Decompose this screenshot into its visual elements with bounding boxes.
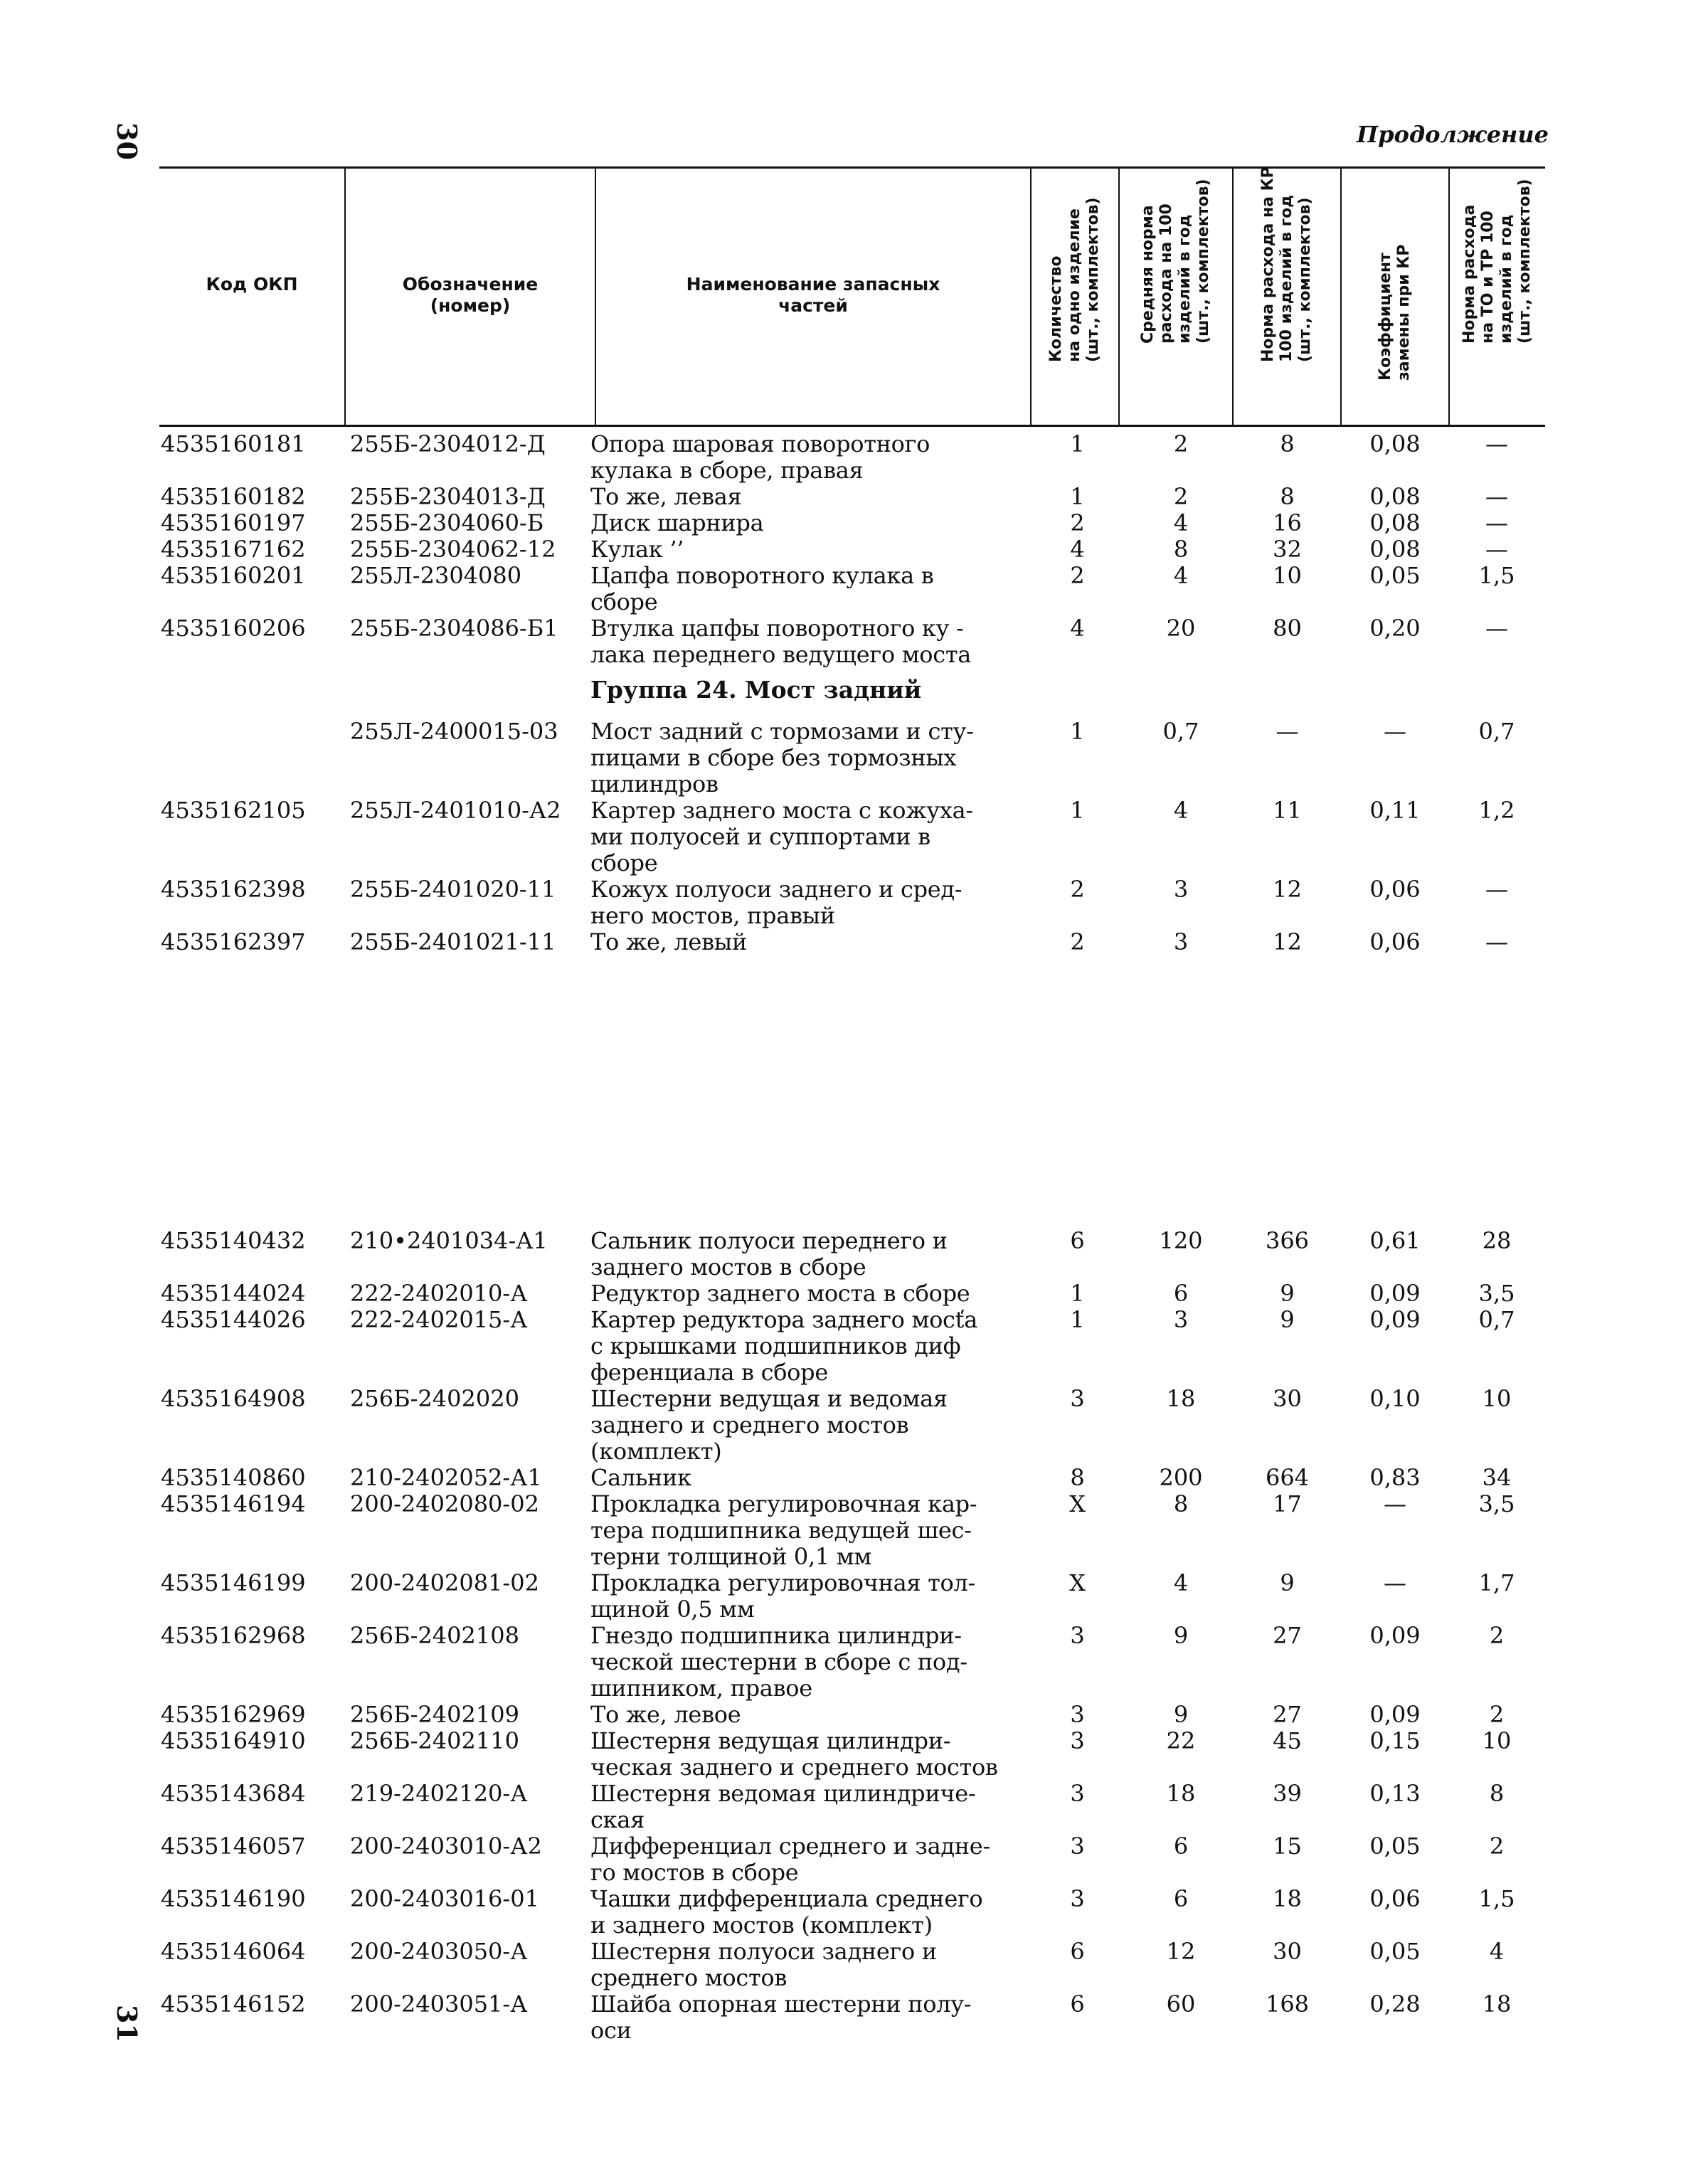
table-row: [159, 1781, 1545, 1833]
avg-norm-cell: 3: [1173, 928, 1189, 955]
avg-norm-cell: 6: [1173, 1833, 1189, 1860]
part-name-cell: Прокладка регулировочная кар- тера подшипника ведущей шес- терни толщиной 0,1 мм: [590, 1490, 977, 1570]
to-norm-cell: —: [1485, 536, 1508, 563]
part-name-cell: Шестерня полуоси заднего и среднего мостов: [590, 1938, 937, 1991]
kr-norm-cell: 8: [1280, 483, 1295, 510]
qty-cell: 6: [1070, 1227, 1085, 1254]
kr-norm-cell: 30: [1273, 1385, 1302, 1412]
replace-coef-cell: 0,08: [1369, 536, 1421, 563]
qty-cell: 2: [1070, 562, 1085, 589]
designation-cell: 256Б-2402109: [350, 1701, 519, 1728]
table-row: [159, 1991, 1545, 2044]
part-name-cell: Чашки дифференциала среднего и заднего мостов (комплект): [590, 1885, 983, 1939]
part-name-cell: Диск шарнира: [590, 509, 764, 536]
kr-norm-cell: 32: [1273, 536, 1302, 563]
part-name-cell: Прокладка регулировочная тол- щиной 0,5 мм: [590, 1569, 976, 1623]
page-number-top: 30: [110, 122, 143, 160]
to-norm-cell: 0,7: [1478, 1306, 1515, 1333]
avg-norm-cell: 9: [1173, 1622, 1189, 1649]
to-norm-cell: —: [1485, 615, 1508, 642]
table-row: [159, 563, 1545, 615]
kr-norm-cell: 366: [1265, 1227, 1310, 1254]
to-norm-cell: 28: [1482, 1227, 1512, 1254]
okp-code-cell: 4535160201: [161, 562, 306, 589]
designation-cell: 200-2402081-02: [350, 1569, 539, 1596]
header-code-text: Код ОКП: [206, 274, 298, 295]
table-row: [159, 1386, 1545, 1465]
qty-cell: 2: [1070, 509, 1085, 536]
avg-norm-cell: 6: [1173, 1885, 1189, 1912]
header-name-text: Наименование запасных частей: [686, 274, 940, 316]
table-row: [159, 1623, 1545, 1702]
qty-cell: 1: [1070, 797, 1085, 824]
table-block-1: [159, 431, 1545, 668]
okp-code-cell: 4535146199: [161, 1569, 306, 1596]
part-name-cell: Втулка цапфы поворотного ку - лака переднего ведущего моста: [590, 615, 972, 668]
table-row: [159, 1491, 1545, 1570]
replace-coef-cell: 0,13: [1369, 1780, 1421, 1807]
avg-norm-cell: 18: [1166, 1780, 1196, 1807]
part-name-cell: Шайба опорная шестерни полу- оси: [590, 1990, 972, 2044]
okp-code-cell: 4535167162: [161, 536, 306, 563]
replace-coef-cell: —: [1384, 1569, 1406, 1596]
designation-cell: 222-2402015-А: [350, 1306, 528, 1333]
okp-code-cell: 4535162969: [161, 1701, 306, 1728]
kr-norm-cell: 27: [1273, 1622, 1302, 1649]
to-norm-cell: 10: [1482, 1385, 1512, 1412]
part-name-cell: Шестерни ведущая и ведомая заднего и среднего мостов (комплект): [590, 1385, 948, 1465]
avg-norm-cell: 2: [1173, 430, 1189, 457]
part-name-cell: Картер редуктора заднего мосťа с крышками подшипников диф ференциала в сборе: [590, 1306, 978, 1386]
part-name-cell: Опора шаровая поворотного кулака в сборе, правая: [590, 430, 930, 484]
avg-norm-cell: 4: [1173, 1569, 1189, 1596]
header-designation-text: Обозначение (номер): [402, 274, 539, 316]
designation-cell: 200-2403016-01: [350, 1885, 539, 1912]
replace-coef-cell: 0,09: [1369, 1701, 1421, 1728]
kr-norm-cell: 80: [1273, 615, 1302, 642]
designation-cell: 255Б-2304012-Д: [350, 430, 546, 457]
avg-norm-cell: 60: [1166, 1990, 1196, 2018]
to-norm-cell: 3,5: [1478, 1490, 1515, 1517]
designation-cell: 255Б-2304086-Б1: [350, 615, 558, 642]
qty-cell: 6: [1070, 1990, 1085, 2018]
table-row: [159, 510, 1545, 536]
table-row: [159, 1939, 1545, 1991]
table-block-3: [159, 1228, 1545, 2044]
header-avg: [1118, 169, 1232, 425]
designation-cell: 200-2403050-А: [350, 1938, 528, 1965]
table-row: [159, 1886, 1545, 1939]
kr-norm-cell: 45: [1273, 1727, 1302, 1754]
qty-cell: 2: [1070, 928, 1085, 955]
to-norm-cell: 1,5: [1478, 562, 1515, 589]
avg-norm-cell: 4: [1173, 797, 1189, 824]
okp-code-cell: 4535146064: [161, 1938, 306, 1965]
to-norm-cell: 1,7: [1478, 1569, 1515, 1596]
to-norm-cell: 1,2: [1478, 797, 1515, 824]
table-row: [159, 797, 1545, 876]
qty-cell: 3: [1070, 1885, 1085, 1912]
kr-norm-cell: 9: [1280, 1280, 1295, 1307]
replace-coef-cell: 0,28: [1369, 1990, 1421, 2018]
to-norm-cell: 3,5: [1478, 1280, 1515, 1307]
okp-code-cell: 4535146190: [161, 1885, 306, 1912]
table-row: [159, 536, 1545, 563]
qty-cell: 4: [1070, 536, 1085, 563]
okp-code-cell: 4535143684: [161, 1780, 306, 1807]
kr-norm-cell: 11: [1273, 797, 1302, 824]
designation-cell: 255Б-2304062-12: [350, 536, 556, 563]
okp-code-cell: 4535144024: [161, 1280, 306, 1307]
header-code: [159, 169, 344, 425]
replace-coef-cell: 0,10: [1369, 1385, 1421, 1412]
designation-cell: 255Б-2304060-Б: [350, 509, 544, 536]
designation-cell: 210-2402052-А1: [350, 1464, 542, 1491]
to-norm-cell: —: [1485, 876, 1508, 903]
header-norm-to: [1448, 169, 1545, 425]
qty-cell: 1: [1070, 1306, 1085, 1333]
designation-cell: 255Л-2401010-А2: [350, 797, 561, 824]
designation-cell: 200-2403051-А: [350, 1990, 528, 2018]
avg-norm-cell: 4: [1173, 509, 1189, 536]
qty-cell: 3: [1070, 1701, 1085, 1728]
header-avg-text: Средняя норма расхода на 100 изделий в год (шт., комплектов): [1139, 179, 1212, 344]
avg-norm-cell: 22: [1166, 1727, 1196, 1754]
header-coef-text: Коэффициент замены при КР: [1377, 244, 1413, 381]
part-name-cell: То же, левая: [590, 483, 742, 510]
avg-norm-cell: 200: [1159, 1464, 1203, 1491]
to-norm-cell: 8: [1489, 1780, 1505, 1807]
replace-coef-cell: 0,11: [1369, 797, 1421, 824]
replace-coef-cell: 0,05: [1369, 1833, 1421, 1860]
table-row: [159, 1570, 1545, 1623]
okp-code-cell: 4535162398: [161, 876, 306, 903]
part-name-cell: Гнездо подшипника цилиндри- ческой шестерни в сборе с под- шипником, правое: [590, 1622, 967, 1702]
kr-norm-cell: 18: [1273, 1885, 1302, 1912]
part-name-cell: Кулак ’’: [590, 536, 684, 563]
part-name-cell: Редуктор заднего моста в сборе: [590, 1280, 970, 1307]
table-row: [159, 1307, 1545, 1386]
designation-cell: 255Б-2304013-Д: [350, 483, 546, 510]
avg-norm-cell: 9: [1173, 1701, 1189, 1728]
table-row: [159, 431, 1545, 484]
to-norm-cell: 2: [1489, 1701, 1505, 1728]
designation-cell: 255Б-2401020-11: [350, 876, 556, 903]
okp-code-cell: 4535146152: [161, 1990, 306, 2018]
designation-cell: 256Б-2402108: [350, 1622, 519, 1649]
designation-cell: 210•2401034-А1: [350, 1227, 548, 1254]
replace-coef-cell: 0,20: [1369, 615, 1421, 642]
header-qty: [1030, 169, 1118, 425]
page-number-bottom: 31: [110, 2005, 143, 2042]
replace-coef-cell: 0,08: [1369, 483, 1421, 510]
header-name: [595, 169, 1030, 425]
table-row: [159, 719, 1545, 797]
avg-norm-cell: 0,7: [1162, 718, 1199, 745]
kr-norm-cell: 12: [1273, 928, 1302, 955]
qty-cell: 4: [1070, 615, 1085, 642]
part-name-cell: Кожух полуоси заднего и сред- него мостов, правый: [590, 876, 963, 929]
table-header: [159, 166, 1545, 427]
replace-coef-cell: 0,06: [1369, 928, 1421, 955]
table-row: [159, 1702, 1545, 1728]
avg-norm-cell: 3: [1173, 876, 1189, 903]
to-norm-cell: —: [1485, 483, 1508, 510]
to-norm-cell: 0,7: [1478, 718, 1515, 745]
replace-coef-cell: 0,06: [1369, 1885, 1421, 1912]
replace-coef-cell: 0,08: [1369, 509, 1421, 536]
qty-cell: 2: [1070, 876, 1085, 903]
replace-coef-cell: 0,09: [1369, 1306, 1421, 1333]
qty-cell: 3: [1070, 1833, 1085, 1860]
okp-code-cell: 4535160181: [161, 430, 306, 457]
kr-norm-cell: 664: [1265, 1464, 1310, 1491]
part-name-cell: Цапфа поворотного кулака в сборе: [590, 562, 934, 615]
part-name-cell: Дифференциал среднего и задне- го мостов в сборе: [590, 1833, 990, 1886]
replace-coef-cell: —: [1384, 718, 1406, 745]
avg-norm-cell: 18: [1166, 1385, 1196, 1412]
okp-code-cell: 4535164910: [161, 1727, 306, 1754]
designation-cell: 256Б-2402110: [350, 1727, 519, 1754]
table-row: [159, 929, 1545, 955]
avg-norm-cell: 12: [1166, 1938, 1196, 1965]
designation-cell: 200-2403010-А2: [350, 1833, 542, 1860]
kr-norm-cell: 15: [1273, 1833, 1302, 1860]
okp-code-cell: 4535140432: [161, 1227, 306, 1254]
table-row: [159, 484, 1545, 510]
table-row: [159, 1281, 1545, 1307]
header-designation: [344, 169, 595, 425]
replace-coef-cell: 0,08: [1369, 430, 1421, 457]
qty-cell: 1: [1070, 430, 1085, 457]
part-name-cell: То же, левый: [590, 928, 747, 955]
okp-code-cell: 4535164908: [161, 1385, 306, 1412]
table-row: [159, 1833, 1545, 1886]
header-norm-kr-text: Норма расхода на КР 100 изделий в год (шт., комплектов): [1259, 166, 1314, 362]
okp-code-cell: 4535162968: [161, 1622, 306, 1649]
part-name-cell: Сальник: [590, 1464, 691, 1491]
kr-norm-cell: 30: [1273, 1938, 1302, 1965]
part-name-cell: Шестерня ведомая цилиндриче- ская: [590, 1780, 976, 1833]
part-name-cell: Мост задний с тормозами и сту- пицами в сборе без тормозных цилиндров: [590, 718, 974, 797]
continuation-label: Продолжение: [1356, 121, 1549, 148]
okp-code-cell: 4535144026: [161, 1306, 306, 1333]
group-title: Группа 24. Мост задний: [590, 676, 922, 704]
qty-cell: X: [1069, 1490, 1086, 1517]
to-norm-cell: —: [1485, 509, 1508, 536]
table-row: [159, 1228, 1545, 1281]
table-row: [159, 1728, 1545, 1781]
qty-cell: 8: [1070, 1464, 1085, 1491]
qty-cell: 3: [1070, 1727, 1085, 1754]
designation-cell: 200-2402080-02: [350, 1490, 539, 1517]
qty-cell: 3: [1070, 1780, 1085, 1807]
kr-norm-cell: 16: [1273, 509, 1302, 536]
header-norm-to-text: Норма расхода на ТО и ТР 100 изделий в год (шт., комплектов): [1460, 179, 1534, 344]
to-norm-cell: 34: [1482, 1464, 1512, 1491]
replace-coef-cell: 0,83: [1369, 1464, 1421, 1491]
replace-coef-cell: 0,15: [1369, 1727, 1421, 1754]
table-block-2: [159, 719, 1545, 955]
kr-norm-cell: 8: [1280, 430, 1295, 457]
to-norm-cell: 10: [1482, 1727, 1512, 1754]
okp-code-cell: 4535162105: [161, 797, 306, 824]
replace-coef-cell: —: [1384, 1490, 1406, 1517]
to-norm-cell: 2: [1489, 1833, 1505, 1860]
kr-norm-cell: 39: [1273, 1780, 1302, 1807]
header-norm-kr: [1232, 166, 1340, 425]
kr-norm-cell: 27: [1273, 1701, 1302, 1728]
kr-norm-cell: 9: [1280, 1569, 1295, 1596]
qty-cell: 1: [1070, 718, 1085, 745]
okp-code-cell: 4535146057: [161, 1833, 306, 1860]
kr-norm-cell: 9: [1280, 1306, 1295, 1333]
kr-norm-cell: 12: [1273, 876, 1302, 903]
okp-code-cell: 4535162397: [161, 928, 306, 955]
to-norm-cell: 1,5: [1478, 1885, 1515, 1912]
part-name-cell: Картер заднего моста с кожуха- ми полуосей и суппортами в сборе: [590, 797, 973, 876]
okp-code-cell: 4535146194: [161, 1490, 306, 1517]
table-row: [159, 615, 1545, 668]
designation-cell: 219-2402120-А: [350, 1780, 528, 1807]
part-name-cell: Сальник полуоси переднего и заднего мостов в сборе: [590, 1227, 948, 1281]
qty-cell: X: [1069, 1569, 1086, 1596]
designation-cell: 255Л-2304080: [350, 562, 522, 589]
avg-norm-cell: 8: [1173, 536, 1189, 563]
to-norm-cell: 18: [1482, 1990, 1512, 2018]
designation-cell: 256Б-2402020: [350, 1385, 519, 1412]
replace-coef-cell: 0,05: [1369, 562, 1421, 589]
okp-code-cell: 4535160206: [161, 615, 306, 642]
replace-coef-cell: 0,09: [1369, 1280, 1421, 1307]
to-norm-cell: 2: [1489, 1622, 1505, 1649]
replace-coef-cell: 0,09: [1369, 1622, 1421, 1649]
qty-cell: 6: [1070, 1938, 1085, 1965]
avg-norm-cell: 6: [1173, 1280, 1189, 1307]
kr-norm-cell: 17: [1273, 1490, 1302, 1517]
table-row: [159, 876, 1545, 929]
okp-code-cell: 4535160182: [161, 483, 306, 510]
qty-cell: 1: [1070, 1280, 1085, 1307]
table-row: [159, 1465, 1545, 1491]
okp-code-cell: 4535140860: [161, 1464, 306, 1491]
designation-cell: 255Б-2401021-11: [350, 928, 556, 955]
designation-cell: 222-2402010-А: [350, 1280, 528, 1307]
avg-norm-cell: 3: [1173, 1306, 1189, 1333]
okp-code-cell: 4535160197: [161, 509, 306, 536]
to-norm-cell: 4: [1489, 1938, 1505, 1965]
avg-norm-cell: 8: [1173, 1490, 1189, 1517]
part-name-cell: Шестерня ведущая цилиндри- ческая заднего и среднего мостов: [590, 1727, 998, 1781]
to-norm-cell: —: [1485, 928, 1508, 955]
replace-coef-cell: 0,05: [1369, 1938, 1421, 1965]
avg-norm-cell: 4: [1173, 562, 1189, 589]
replace-coef-cell: 0,06: [1369, 876, 1421, 903]
avg-norm-cell: 2: [1173, 483, 1189, 510]
designation-cell: 255Л-2400015-03: [350, 718, 558, 745]
part-name-cell: То же, левое: [590, 1701, 741, 1728]
kr-norm-cell: —: [1276, 718, 1299, 745]
qty-cell: 3: [1070, 1385, 1085, 1412]
qty-cell: 3: [1070, 1622, 1085, 1649]
avg-norm-cell: 20: [1166, 615, 1196, 642]
avg-norm-cell: 120: [1159, 1227, 1203, 1254]
header-coef: [1340, 169, 1448, 425]
kr-norm-cell: 10: [1273, 562, 1302, 589]
to-norm-cell: —: [1485, 430, 1508, 457]
qty-cell: 1: [1070, 483, 1085, 510]
replace-coef-cell: 0,61: [1369, 1227, 1421, 1254]
kr-norm-cell: 168: [1265, 1990, 1310, 2018]
header-qty-text: Количество на одно изделие (шт., комплектов): [1047, 197, 1102, 362]
